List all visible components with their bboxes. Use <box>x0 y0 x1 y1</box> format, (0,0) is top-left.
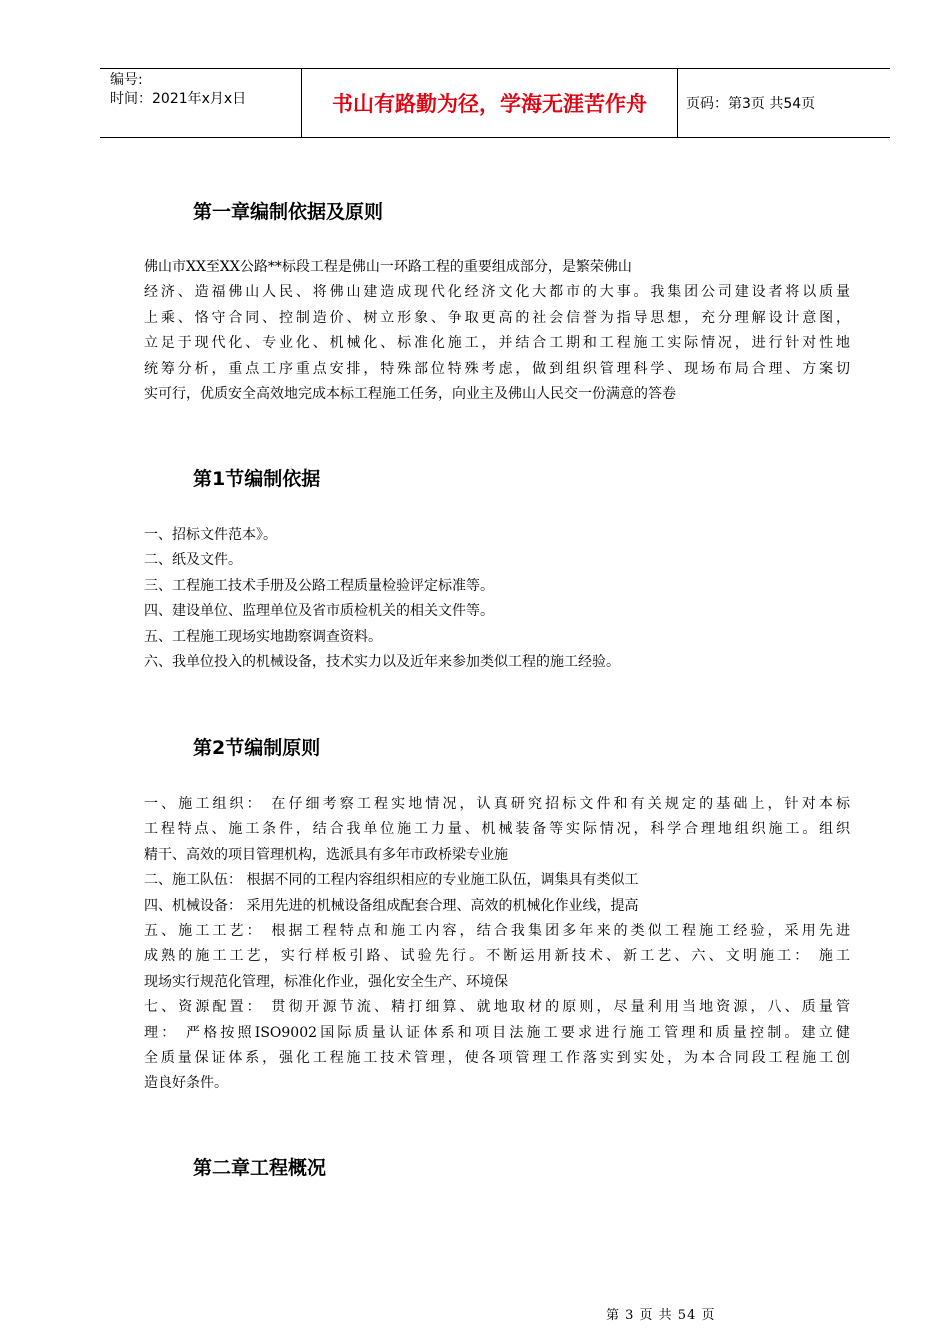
intro-line: 佛山市XX至XX公路**标段工程是佛山一环路工程的重要组成部分，是繁荣佛山 <box>144 259 632 275</box>
page-header <box>100 68 890 138</box>
section-1-title: 第1节编制依据 <box>193 468 321 490</box>
body-line: 精干、高效的项目管理机构，选派具有多年市政桥梁专业施 <box>144 846 508 863</box>
list-item: 五、工程施工现场实地勘察调查资料。 <box>144 628 382 645</box>
body-line: 五、施工工艺： 根据工程特点和施工内容，结合我集团多年来的类似工程施工经验，采用先进 <box>144 923 850 940</box>
body-line: 四、机械设备： 采用先进的机械设备组成配套合理、高效的机械化作业线，提高 <box>144 897 639 914</box>
body-line: 二、施工队伍： 根据不同的工程内容组织相应的专业施工队伍，调集具有类似工 <box>144 872 639 889</box>
header-page-info: 页码：第3页 共54页 <box>686 96 816 112</box>
list-item: 二、纸及文件。 <box>144 552 242 569</box>
body-line: 理： 严格按照ISO9002国际质量认证体系和项目法施工要求进行施工管理和质量控制。建立健 <box>144 1024 850 1041</box>
body-line: 七、资源配置： 贯彻开源节流、精打细算、就地取材的原则，尽量利用当地资源，八、质量管 <box>144 999 850 1016</box>
intro-line: 立足于现代化、专业化、机械化、标准化施工，并结合工期和工程施工实际情况，进行针对性地 <box>144 335 850 352</box>
intro-line: 经济、造福佛山人民、将佛山建造成现代化经济文化大都市的大事。我集团公司建设者将以质量 <box>144 284 850 301</box>
list-item: 一、招标文件范本》。 <box>144 527 277 543</box>
body-line: 现场实行规范化管理，标准化作业，强化安全生产、环境保 <box>144 973 508 990</box>
intro-line: 上乘、恪守合同、控制造价、树立形象、争取更高的社会信誉为指导思想，充分理解设计意图， <box>144 309 850 326</box>
document-number-label: 编号: <box>110 72 143 88</box>
header-motto: 书山有路勤为径，学海无涯苦作舟 <box>302 69 678 137</box>
document-time-label: 时间：2021年x月x日 <box>110 91 247 107</box>
body-line: 造良好条件。 <box>144 1075 228 1092</box>
section-2-body <box>144 792 850 1097</box>
body-line: 成熟的施工工艺，实行样板引路、试验先行。不断运用新技术、新工艺、六、文明施工： 施工 <box>144 948 850 965</box>
section-1-list <box>144 523 850 675</box>
intro-line: 实可行，优质安全高效地完成本标工程施工任务，向业主及佛山人民交一份满意的答卷 <box>144 386 676 403</box>
body-line: 一、施工组织： 在仔细考察工程实地情况，认真研究招标文件和有关规定的基础上，针对本标 <box>144 796 850 812</box>
chapter-1-title: 第一章编制依据及原则 <box>193 201 384 223</box>
list-item: 六、我单位投入的机械设备，技术实力以及近年来参加类似工程的施工经验。 <box>144 654 620 671</box>
chapter-2-title: 第二章工程概况 <box>193 1157 327 1179</box>
chapter-1-intro <box>144 255 850 407</box>
intro-line: 统筹分析，重点工序重点安排，特殊部位特殊考虑，做到组织管理科学、现场布局合理、方案切 <box>144 360 850 377</box>
list-item: 三、工程施工技术手册及公路工程质量检验评定标准等。 <box>144 577 494 594</box>
page-footer: 第 3 页 共 54 页 <box>606 1308 716 1323</box>
body-line: 全质量保证体系，强化工程施工技术管理，使各项管理工作落实到实处，为本合同段工程施工创 <box>144 1050 850 1067</box>
section-2-title: 第2节编制原则 <box>193 737 321 759</box>
body-line: 工程特点、施工条件，结合我单位施工力量、机械装备等实际情况，科学合理地组织施工。组织 <box>144 821 850 838</box>
header-meta <box>100 69 302 137</box>
list-item: 四、建设单位、监理单位及省市质检机关的相关文件等。 <box>144 603 494 620</box>
